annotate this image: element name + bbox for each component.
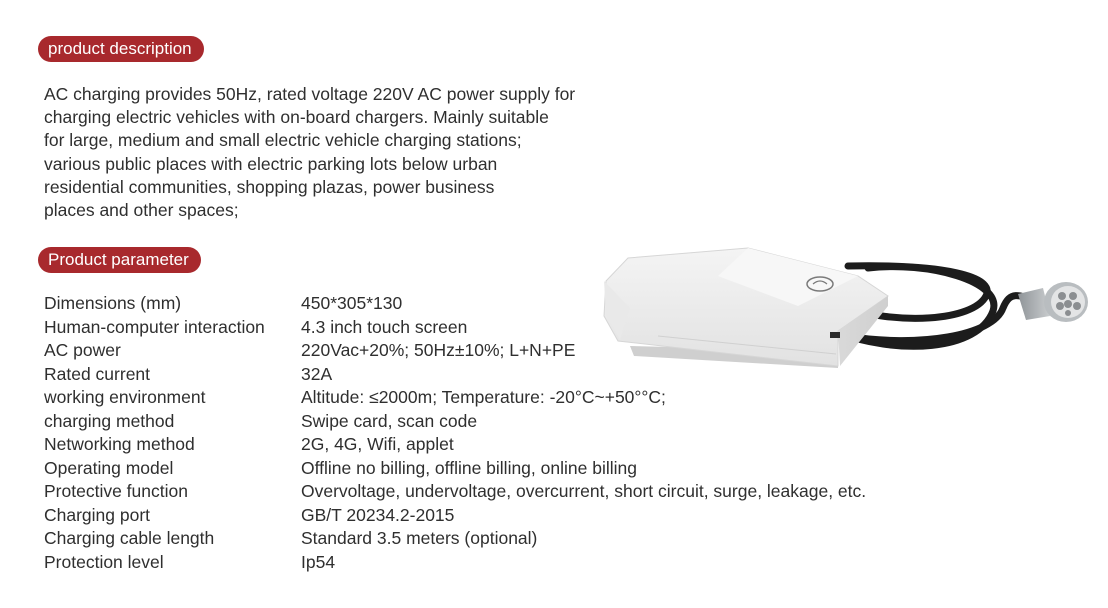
charging-plug [1018, 282, 1088, 322]
description-line: various public places with electric parking lots below urban [44, 153, 498, 174]
parameter-row [44, 457, 866, 481]
parameter-row [44, 504, 866, 528]
parameter-label: charging method [44, 410, 175, 431]
description-line: charging electric vehicles with on-board chargers. Mainly suitable [44, 107, 549, 128]
product-description-text [44, 83, 604, 222]
parameter-row [44, 551, 866, 575]
parameter-label: Charging port [44, 504, 151, 525]
parameter-label: Operating model [44, 457, 174, 478]
parameter-value: GB/T 20234.2-2015 [301, 504, 455, 525]
parameter-value: 220Vac+20%; 50Hz±10%; L+N+PE [301, 340, 576, 361]
parameter-label: working environment [44, 387, 206, 408]
parameter-label: Networking method [44, 434, 195, 455]
parameter-label: Charging cable length [44, 528, 215, 549]
parameter-label: Rated current [44, 363, 151, 384]
parameter-value: 2G, 4G, Wifi, applet [301, 434, 454, 455]
product-parameter-heading: Product parameter [38, 247, 201, 273]
parameter-row [44, 410, 866, 434]
parameter-row [44, 480, 866, 504]
parameter-label: Dimensions (mm) [44, 293, 182, 314]
parameter-row [44, 386, 866, 410]
parameter-value: 32A [301, 363, 333, 384]
ev-charger-image [598, 236, 1098, 376]
parameter-row [44, 433, 866, 457]
parameter-value: Altitude: ≤2000m; Temperature: -20°C~+50°°C; [301, 387, 666, 408]
parameter-label: AC power [44, 340, 121, 361]
description-line: residential communities, shopping plazas, power business [44, 176, 495, 197]
parameter-value: 450*305*130 [301, 293, 403, 314]
product-description-heading: product description [38, 36, 204, 62]
description-line: AC charging provides 50Hz, rated voltage 220V AC power supply for [44, 84, 576, 104]
parameter-value: Ip54 [301, 551, 336, 572]
description-line: for large, medium and small electric vehicle charging stations; [44, 130, 522, 151]
parameter-label: Human-computer interaction [44, 316, 265, 337]
parameter-row [44, 527, 866, 551]
parameter-value: Offline no billing, offline billing, online billing [301, 457, 637, 478]
parameter-value: Swipe card, scan code [301, 410, 478, 431]
parameter-label: Protective function [44, 481, 188, 502]
parameter-value: 4.3 inch touch screen [301, 316, 468, 337]
parameter-value: Standard 3.5 meters (optional) [301, 528, 538, 549]
description-line: places and other spaces; [44, 200, 239, 221]
parameter-label: Protection level [44, 551, 164, 572]
parameter-value: Overvoltage, undervoltage, overcurrent, short circuit, surge, leakage, etc. [301, 481, 867, 502]
